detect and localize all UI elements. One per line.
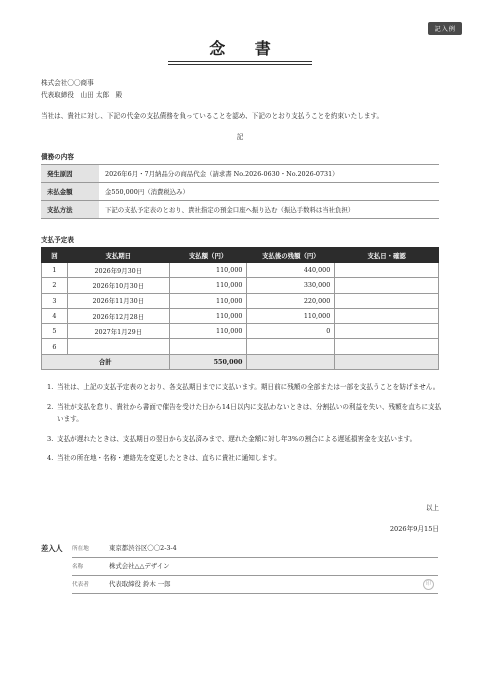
debt-key: 未払金額 xyxy=(41,183,99,201)
row-date: 2027年1月29日 xyxy=(67,324,169,339)
table-row xyxy=(42,263,439,278)
ki-heading: 記 xyxy=(236,133,244,141)
debt-table xyxy=(41,164,439,219)
row-no: 3 xyxy=(42,293,68,308)
sender-row-name xyxy=(72,558,438,576)
sender-key: 代表者 xyxy=(72,582,89,588)
addressee-person: 代表取締役 山田 太郎 殿 xyxy=(41,91,123,99)
intro-text: 当社は、貴社に対し、下記の代金の支払債務を負っていることを認め、下記のとおり支払うことを約束いたします。 xyxy=(41,112,384,120)
table-row xyxy=(42,278,439,293)
row-date: 2026年11月30日 xyxy=(67,293,169,308)
row-amount: 110,000 xyxy=(169,278,247,293)
sample-badge: 記入例 xyxy=(428,22,462,35)
title-rule xyxy=(168,61,312,62)
term-text: 当社は、上記の支払予定表のとおり、各支払期日までに支払います。期日前に残額の全部または一部を支払うことを妨げません。 xyxy=(57,383,440,391)
row-date: 2026年12月28日 xyxy=(67,308,169,323)
sender-key: 所在地 xyxy=(72,546,89,552)
debt-row xyxy=(41,183,439,201)
debt-key: 支払方法 xyxy=(41,201,99,219)
term-number: 2. xyxy=(47,402,54,411)
debt-row xyxy=(41,165,439,183)
schedule-header-row xyxy=(42,248,439,263)
total-amount: 550,000 xyxy=(169,354,247,369)
header-confirm: 支払日・確認 xyxy=(335,248,439,263)
table-row xyxy=(42,308,439,323)
list-item xyxy=(47,381,443,394)
row-confirm xyxy=(335,324,439,339)
row-balance: 330,000 xyxy=(247,278,335,293)
debt-value: 下記の支払予定表のとおり、貴社指定の預金口座へ振り込む（振込手数料は当社負担） xyxy=(99,201,439,219)
row-no: 2 xyxy=(42,278,68,293)
header-balance: 支払後の残額（円） xyxy=(247,248,335,263)
total-label: 合計 xyxy=(42,354,170,369)
term-text: 当社が支払を怠り、貴社から書面で催告を受けた日から14日以内に支払わないときは、分割払いの利益を失い、残額を直ちに支払います。 xyxy=(57,402,442,423)
row-balance: 440,000 xyxy=(247,263,335,278)
row-confirm xyxy=(335,339,439,354)
row-no: 1 xyxy=(42,263,68,278)
row-balance: 0 xyxy=(247,324,335,339)
term-number: 4. xyxy=(47,454,54,462)
row-date: 2026年10月30日 xyxy=(67,278,169,293)
document-title: 念 書 xyxy=(209,39,283,58)
sender-key: 名称 xyxy=(72,564,84,570)
schedule-table xyxy=(41,247,439,370)
sender-value: 代表取締役 鈴木 一郎 xyxy=(109,580,171,588)
header-amount: 支払額（円） xyxy=(169,248,247,263)
row-no: 5 xyxy=(42,324,68,339)
row-amount: 110,000 xyxy=(169,293,247,308)
row-no: 4 xyxy=(42,308,68,323)
header-due-date: 支払期日 xyxy=(67,248,169,263)
schedule-section-label: 支払予定表 xyxy=(41,236,74,244)
row-amount: 110,000 xyxy=(169,263,247,278)
debt-row xyxy=(41,201,439,219)
title-rule xyxy=(168,64,312,65)
row-confirm xyxy=(335,293,439,308)
row-confirm xyxy=(335,278,439,293)
row-amount xyxy=(169,339,247,354)
term-text: 当社の所在地・名称・連絡先を変更したときは、直ちに貴社に通知します。 xyxy=(57,454,281,462)
sender-value: 東京都渋谷区〇〇2-3-4 xyxy=(109,544,177,552)
seal-icon: 印 xyxy=(423,579,434,590)
debt-value: 金550,000円（消費税込み） xyxy=(99,183,439,201)
total-balance xyxy=(247,354,335,369)
sender-label: 差入人 xyxy=(41,544,63,553)
sender-row-address xyxy=(72,540,438,558)
addressee-company: 株式会社〇〇商事 xyxy=(41,79,94,87)
term-number: 1. xyxy=(47,383,54,391)
table-row xyxy=(42,324,439,339)
total-confirm xyxy=(335,354,439,369)
row-amount: 110,000 xyxy=(169,324,247,339)
row-no: 6 xyxy=(42,339,68,354)
row-amount: 110,000 xyxy=(169,308,247,323)
term-number: 3. xyxy=(47,434,54,443)
list-item xyxy=(47,401,443,426)
total-row xyxy=(42,354,439,369)
terms-list xyxy=(47,381,443,472)
table-row xyxy=(42,293,439,308)
list-item xyxy=(47,433,443,446)
row-balance xyxy=(247,339,335,354)
debt-section-label: 債務の内容 xyxy=(41,153,74,161)
addressee xyxy=(41,77,122,101)
row-date: 2026年9月30日 xyxy=(67,263,169,278)
debt-key: 発生原因 xyxy=(41,165,99,183)
closing-text: 以上 xyxy=(425,504,439,512)
header-no: 回 xyxy=(42,248,68,263)
row-confirm xyxy=(335,263,439,278)
sender-row-representative xyxy=(72,576,438,594)
term-text: 支払が遅れたときは、支払期日の翌日から支払済みまで、遅れた金額に対し年3%の割合による遅延損害金を支払います。 xyxy=(57,434,417,443)
debt-value: 2026年6月・7月納品分の商品代金（請求書 No.2026-0630・No.2026-0731） xyxy=(99,165,439,183)
list-item xyxy=(47,452,443,465)
row-date xyxy=(67,339,169,354)
row-confirm xyxy=(335,308,439,323)
row-balance: 110,000 xyxy=(247,308,335,323)
sender-value: 株式会社△△デザイン xyxy=(109,562,170,570)
document-date: 2026年9月15日 xyxy=(389,525,439,533)
table-row xyxy=(42,339,439,354)
row-balance: 220,000 xyxy=(247,293,335,308)
